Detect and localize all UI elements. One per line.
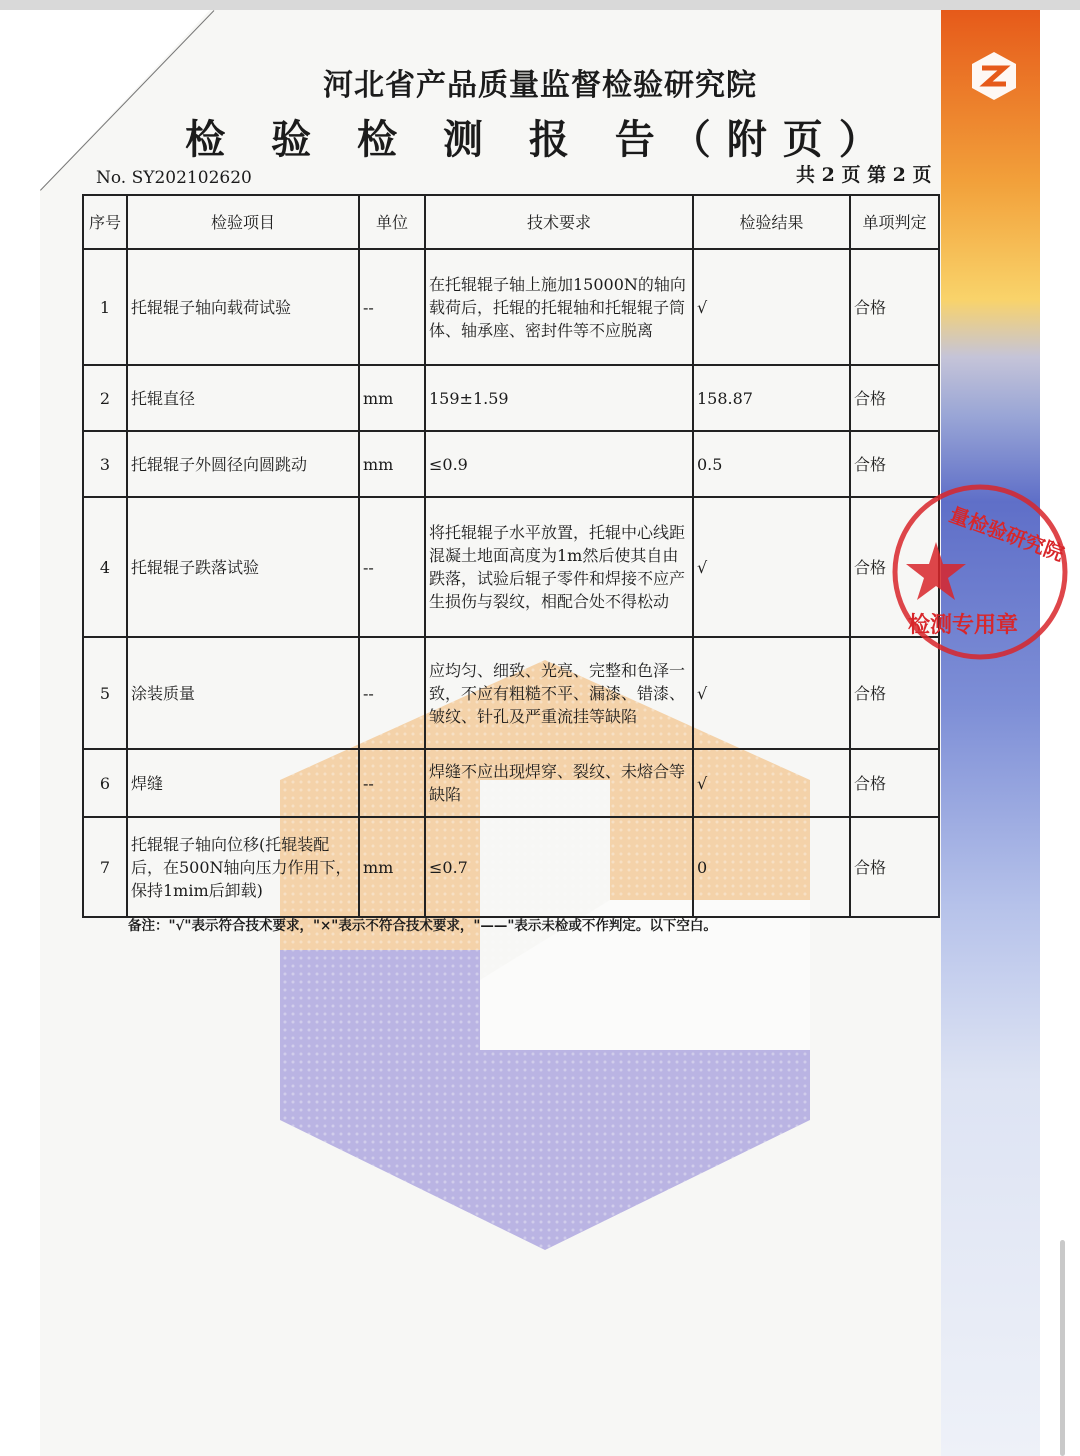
table-row <box>83 637 939 749</box>
column-header: 检验项目 <box>127 195 359 249</box>
requirement: 焊缝不应出现焊穿、裂纹、未熔合等缺陷 <box>425 749 693 817</box>
inspection-table <box>82 194 940 918</box>
seal-top-text: 量检验研究院 <box>946 502 1068 566</box>
remarks-note: 备注："√"表示符合技术要求，"×"表示不符合技术要求，"——"表示未检或不作判定。以下空白。 <box>128 918 717 934</box>
row-number: 7 <box>83 817 127 917</box>
test-item: 托辊直径 <box>127 365 359 431</box>
row-number: 6 <box>83 749 127 817</box>
table-row <box>83 749 939 817</box>
scrollbar[interactable] <box>1060 1240 1065 1456</box>
unit: mm <box>359 431 425 497</box>
result: 158.87 <box>693 365 850 431</box>
report-title: 检 验 检 测 报 告（附页） <box>185 116 895 163</box>
unit: -- <box>359 749 425 817</box>
result: 0.5 <box>693 431 850 497</box>
column-header: 序号 <box>83 195 127 249</box>
result: √ <box>693 637 850 749</box>
requirement: 将托辊辊子水平放置，托辊中心线距混凝土地面高度为1m然后使其自由跌落，试验后辊子零件和焊接不应产生损伤与裂纹，相配合处不得松动 <box>425 497 693 637</box>
table-row <box>83 431 939 497</box>
column-header: 单项判定 <box>850 195 939 249</box>
table-row <box>83 365 939 431</box>
result: √ <box>693 497 850 637</box>
document-page <box>40 10 1068 1456</box>
side-decorative-band <box>941 10 1040 1456</box>
verdict: 合格 <box>850 749 939 817</box>
requirement: ≤0.9 <box>425 431 693 497</box>
top-strip <box>0 0 1080 10</box>
requirement: 159±1.59 <box>425 365 693 431</box>
column-header: 检验结果 <box>693 195 850 249</box>
verdict: 合格 <box>850 637 939 749</box>
table-row <box>83 497 939 637</box>
result: 0 <box>693 817 850 917</box>
institute-name: 河北省产品质量监督检验研究院 <box>323 68 757 103</box>
test-item: 托辊辊子轴向位移(托辊装配后，在500N轴向压力作用下，保持1mim后卸载) <box>127 817 359 917</box>
row-number: 3 <box>83 431 127 497</box>
verdict: 合格 <box>850 497 939 637</box>
verdict: 合格 <box>850 817 939 917</box>
page-count: 共 2 页 第 2 页 <box>796 164 932 186</box>
unit: mm <box>359 365 425 431</box>
row-number: 1 <box>83 249 127 365</box>
column-header: 技术要求 <box>425 195 693 249</box>
result: √ <box>693 249 850 365</box>
table-row <box>83 249 939 365</box>
requirement: 在托辊辊子轴上施加15000N的轴向载荷后，托辊的托辊轴和托辊辊子筒体、轴承座、密封件等不应脱离 <box>425 249 693 365</box>
test-item: 托辊辊子外圆径向圆跳动 <box>127 431 359 497</box>
test-item: 涂装质量 <box>127 637 359 749</box>
result: √ <box>693 749 850 817</box>
test-item: 托辊辊子轴向载荷试验 <box>127 249 359 365</box>
column-header: 单位 <box>359 195 425 249</box>
table-header-row <box>83 195 939 249</box>
verdict: 合格 <box>850 249 939 365</box>
unit: -- <box>359 249 425 365</box>
row-number: 2 <box>83 365 127 431</box>
requirement: 应均匀、细致、光亮、完整和色泽一致，不应有粗糙不平、漏漆、错漆、皱纹、针孔及严重流挂等缺陷 <box>425 637 693 749</box>
unit: mm <box>359 817 425 917</box>
unit: -- <box>359 497 425 637</box>
requirement: ≤0.7 <box>425 817 693 917</box>
row-number: 4 <box>83 497 127 637</box>
unit: -- <box>359 637 425 749</box>
official-seal-icon <box>888 472 1068 672</box>
verdict: 合格 <box>850 365 939 431</box>
verdict: 合格 <box>850 431 939 497</box>
report-number: No. SY202102620 <box>96 168 252 188</box>
test-item: 焊缝 <box>127 749 359 817</box>
row-number: 5 <box>83 637 127 749</box>
seal-bottom-text: 检测专用章 <box>908 612 1019 638</box>
table-row <box>83 817 939 917</box>
test-item: 托辊辊子跌落试验 <box>127 497 359 637</box>
